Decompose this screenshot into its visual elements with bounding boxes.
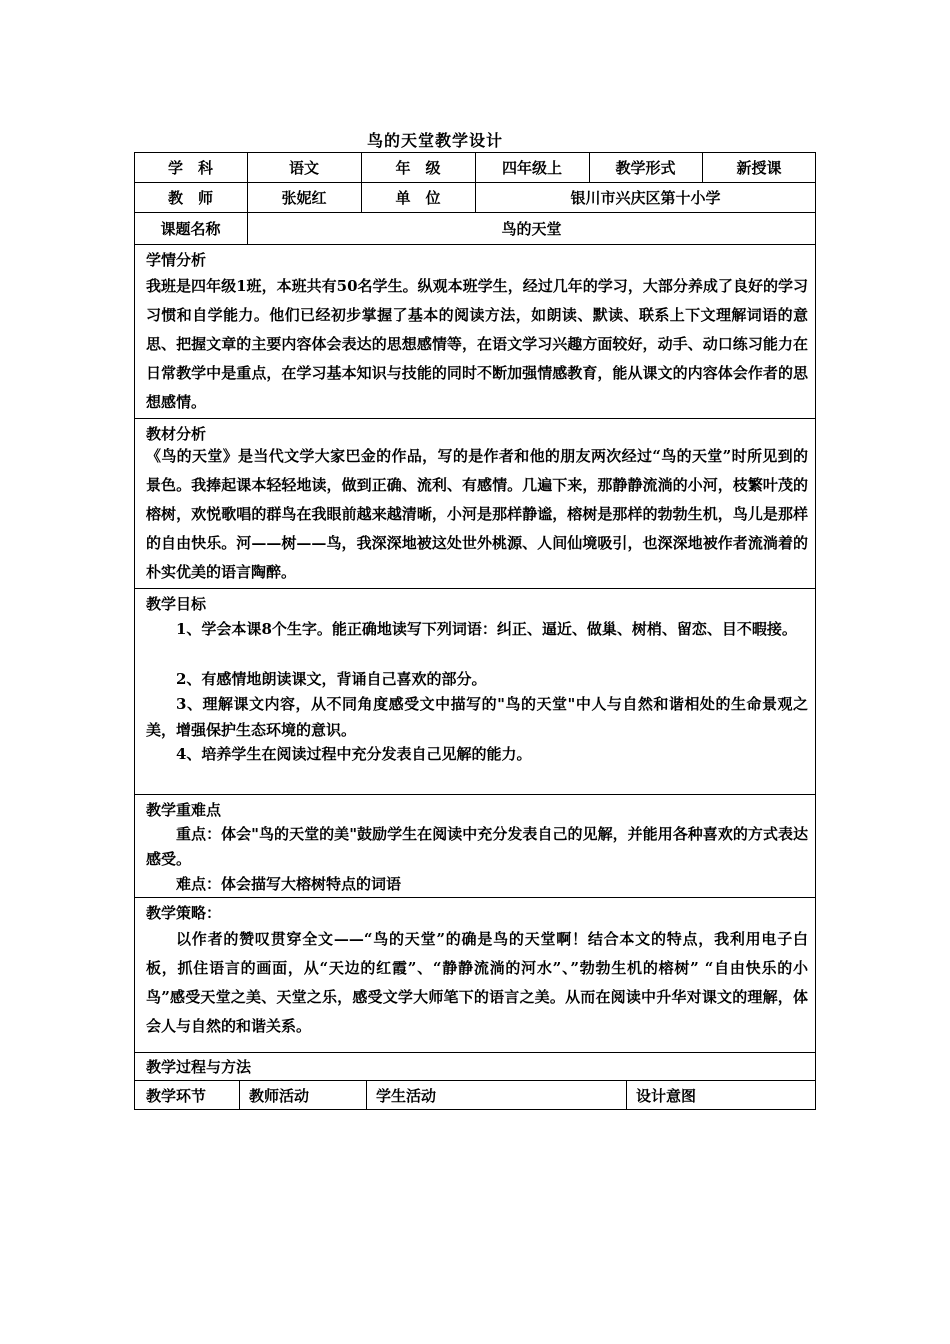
lesson-label: 课题名称 (160, 219, 221, 238)
analysis-title: 学情分析 (146, 251, 207, 269)
col-divider (626, 1080, 627, 1110)
strategy-text: 以作者的赞叹贯穿全文——“鸟的天堂”的确是鸟的天堂啊！结合本文的特点，我利用电子白板，抓住语言的画面，从“天边的红霞”、“静静流淌的河水”、”勃勃生机的榕树” “自由快乐的小鸟”感受天堂之美、天堂之乐，感受文学大师笔下的语言之美。从而在阅读中升华对课文的理解，体会人与自然的和谐关系。 (146, 930, 808, 1035)
goal-item: 1、学会本课8个生字。能正确地读写下列词语：纠正、逼近、做巢、树梢、留恋、目不暇接。 (176, 620, 797, 638)
goal-item: 4、培养学生在阅读过程中充分发表自己见解的能力。 (176, 745, 532, 763)
form-label: 教学形式 (615, 158, 676, 177)
unit-label: 单 位 (395, 188, 441, 207)
subject-label: 学 科 (167, 158, 213, 177)
form-value: 新授课 (736, 158, 782, 177)
keypoints-difficulty: 难点：体会描写大榕树特点的词语 (176, 875, 402, 893)
process-column-header: 设计意图 (636, 1086, 697, 1105)
row-divider (134, 588, 816, 589)
grade-value: 四年级上 (501, 158, 562, 177)
row-divider (134, 1052, 816, 1053)
grade-label: 年 级 (395, 158, 441, 177)
material-text: 《鸟的天堂》是当代文学大家巴金的作品，写的是作者和他的朋友两次经过“鸟的天堂”时所见到的景色。我捧起课本轻轻地读，做到正确、流利、有感情。几遍下来，那静静流淌的小河，枝繁叶茂的榕树，欢悦歌唱的群鸟在我眼前越来越清晰，小河是那样静谧，榕树是那样的勃勃生机，鸟儿是那样的自由快乐。河——树——鸟，我深深地被这处世外桃源、人间仙境吸引，也深深地被作者流淌着的朴实优美的语言陶醉。 (146, 447, 808, 581)
subject-value: 语文 (288, 158, 319, 177)
row-divider (134, 244, 816, 245)
col-divider (239, 1080, 240, 1110)
process-column-header: 教师活动 (249, 1086, 310, 1105)
process-column-header: 教学环节 (146, 1086, 207, 1105)
material-title: 教材分析 (146, 425, 207, 443)
process-title: 教学过程与方法 (146, 1058, 252, 1076)
unit-value: 银川市兴庆区第十小学 (570, 188, 721, 207)
row-divider (134, 897, 816, 898)
keypoints-title: 教学重难点 (146, 801, 222, 819)
goal-item: 3、理解课文内容，从不同角度感受文中描写的"鸟的天堂"中人与自然和谐相处的生命景观之美，增强保护生态环境的意识。 (146, 695, 808, 739)
row-divider (134, 418, 816, 419)
goal-item: 2、有感情地朗读课文，背诵自己喜欢的部分。 (176, 670, 487, 688)
analysis-text: 我班是四年级1班，本班共有50名学生。纵观本班学生，经过几年的学习，大部分养成了良好的学习习惯和自学能力。他们已经初步掌握了基本的阅读方法，如朗读、默读、联系上下文理解词语的意思、把握文章的主要内容体会表达的思想感情等，在语文学习兴趣方面较好，动手、动口练习能力在日常教学中是重点，在学习基本知识与技能的同时不断加强情感教育，能从课文的内容体会作者的思想感情。 (146, 277, 808, 411)
lesson-value: 鸟的天堂 (501, 219, 562, 238)
document-title: 鸟的天堂教学设计 (366, 131, 503, 150)
process-column-header: 学生活动 (376, 1086, 437, 1105)
col-divider (366, 1080, 367, 1110)
row-divider (134, 794, 816, 795)
strategy-title: 教学策略： (146, 904, 222, 922)
goals-title: 教学目标 (146, 595, 207, 613)
teacher-value: 张妮红 (281, 188, 327, 207)
teacher-label: 教 师 (167, 188, 213, 207)
keypoints-focus: 重点：体会"鸟的天堂的美"鼓励学生在阅读中充分发表自己的见解，并能用各种喜欢的方式表达感受。 (146, 825, 808, 868)
